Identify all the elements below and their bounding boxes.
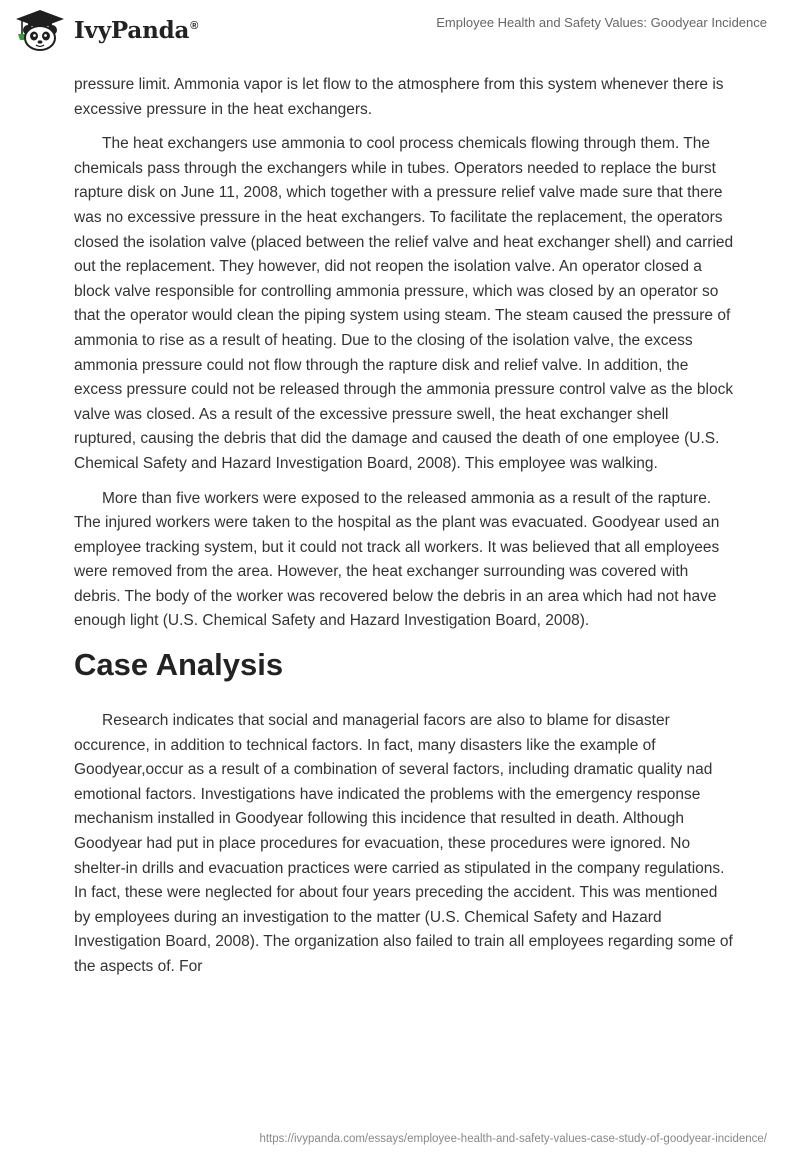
paragraph: Research indicates that social and managerial facors are also to blame for disaster occurence, in addition to technical factors. In fact, many disasters like the example of Goodyear,occur as a result of a combination of several factors, including dramatic quality nad emotional factors. Investigations have indicated the problems with the emergency response mechanism installed in Goodyear following this incidence that resulted in death. Although Goodyear had put in place procedures for evacuation, these procedures were ignored. No shelter-in drills and evacuation practices were carried as stipulated in the company regulations. In fact, these were neglected for about four years preceding the accident. This was mentioned by employees during an investigation to the matter (U.S. Chemical Safety and Hazard Investigation Board, 2008). The organization also failed to train all employees regarding some of the aspects of. For	[74, 712, 733, 975]
ivypanda-logo[interactable]	[14, 8, 198, 52]
brand-name: IvyPanda®	[74, 16, 199, 44]
source-url[interactable]: https://ivypanda.com/essays/employee-health-and-safety-values-case-study-of-goodyear-incidence/	[259, 1133, 767, 1145]
panda-graduate-icon	[14, 8, 66, 52]
document-title: Employee Health and Safety Values: Goodyear Incidence	[436, 15, 767, 30]
registered-mark: ®	[190, 19, 199, 32]
paragraph: More than five workers were exposed to the released ammonia as a result of the rapture. The injured workers were taken to the hospital as the plant was evacuated. Goodyear used an employee tracking system, but it could not track all workers. It was believed that all employees were removed from the area. However, the heat exchanger surrounding was covered with debris. The body of the worker was recovered below the debris in an area which had not have enough light (U.S. Chemical Safety and Hazard Investigation Board, 2008).	[74, 489, 720, 630]
paragraph: The heat exchangers use ammonia to cool process chemicals flowing through them. The chemicals pass through the exchangers while in tubes. Operators needed to replace the burst rapture disk on June 11, 2008, which together with a pressure relief valve made sure that there was no excessive pressure in the heat exchangers. To facilitate the replacement, the operators closed the isolation valve (placed between the relief valve and heat exchanger shell) and carried out the replacement. They however, did not reopen the isolation valve. An operator closed a block valve responsible for controlling ammonia pressure, which was closed by an operator so that the operator would clean the piping system using steam. The steam caused the pressure of ammonia to rise as a result of heating. Due to the closing of the isolation valve, the excess ammonia pressure could not flow through the rapture disk and relief valve. In addition, the excess pressure could not be released through the ammonia pressure control valve as the block valve was closed. As a result of the excessive pressure swell, the heat exchanger shell ruptured, causing the debris that did the damage and caused the death of one employee (U.S. Chemical Safety and Hazard Investigation Board, 2008). This employee was walking.	[74, 135, 734, 472]
section-heading: Case Analysis	[74, 647, 284, 683]
essay-content	[74, 73, 734, 990]
page-header	[0, 0, 800, 74]
paragraph: pressure limit. Ammonia vapor is let flow to the atmosphere from this system whenever there is excessive pressure in the heat exchangers.	[74, 76, 724, 118]
